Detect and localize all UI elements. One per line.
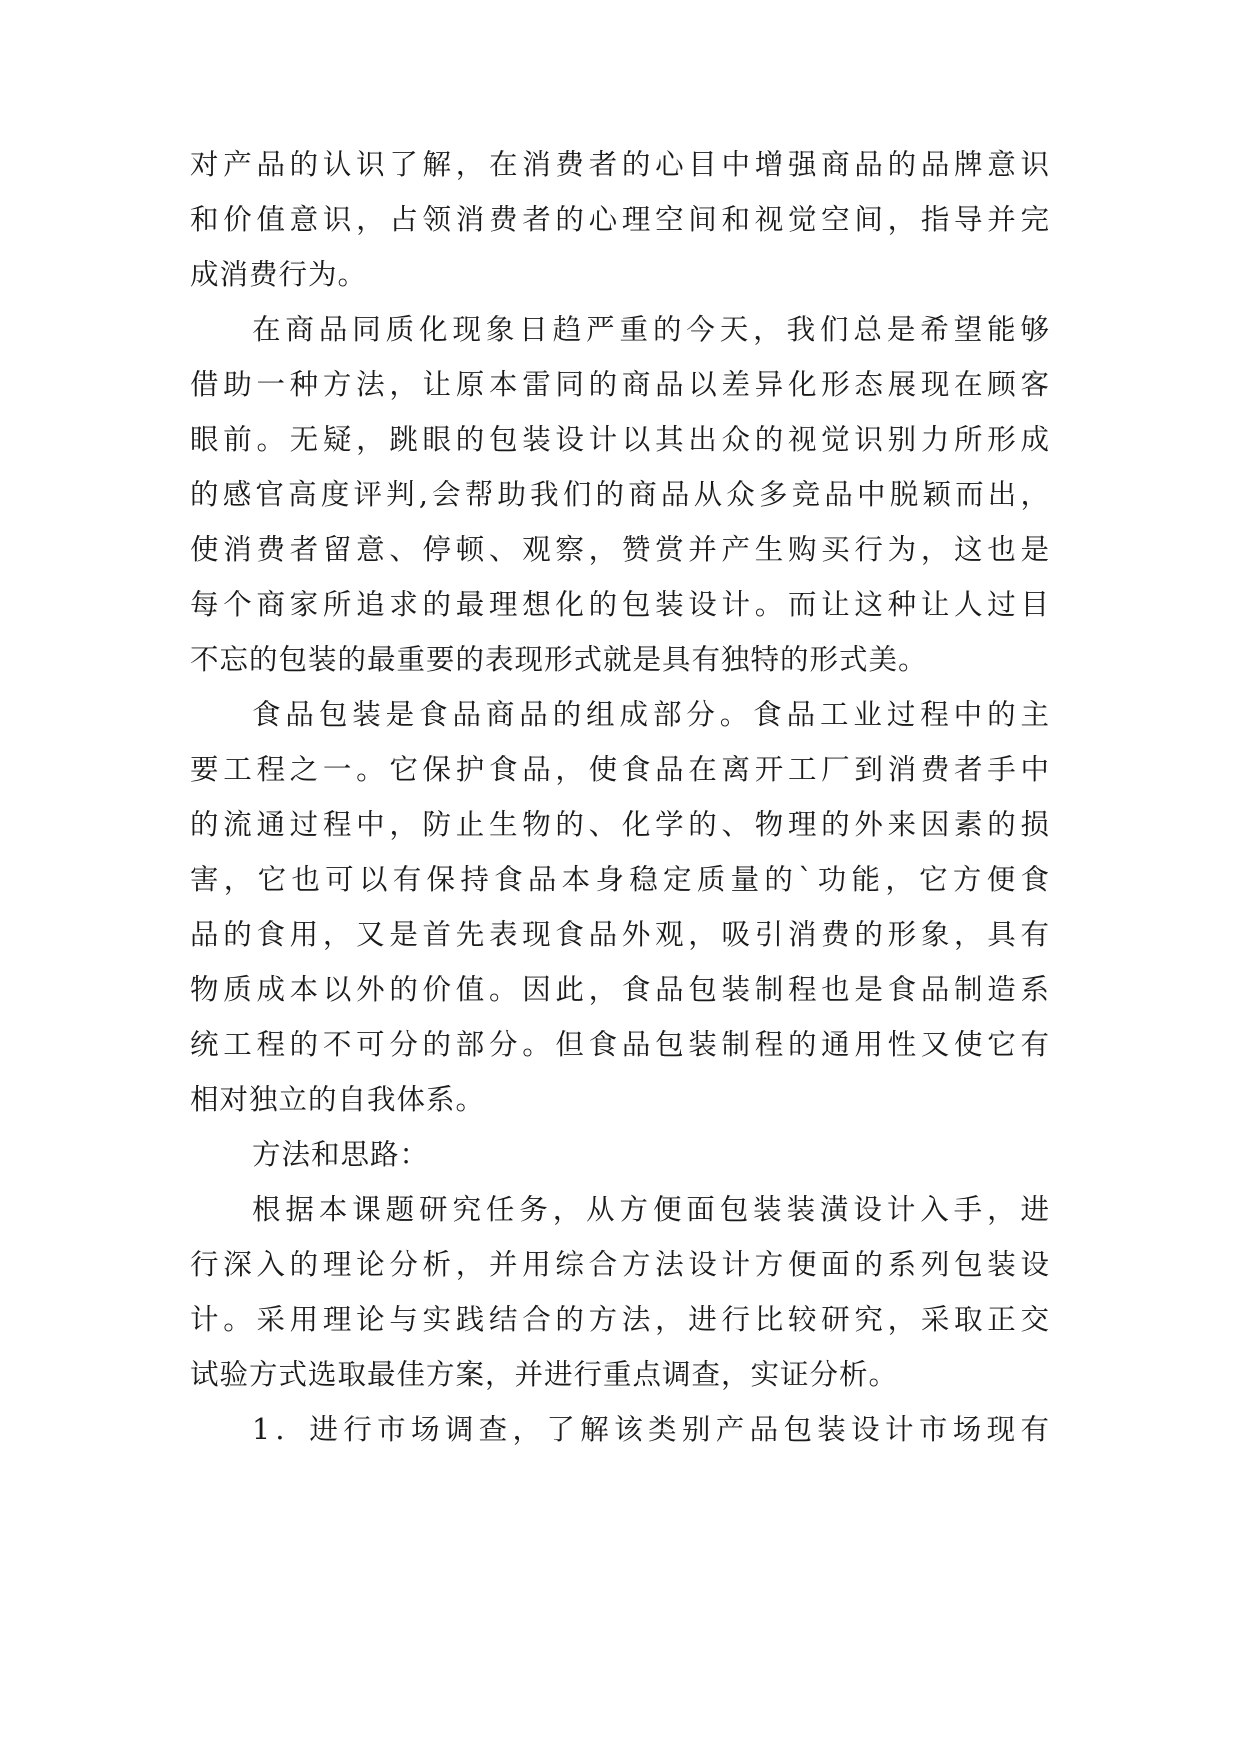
paragraph-first-line: 在商品同质化现象日趋严重的今天，我们总是希望能够: [252, 313, 1050, 346]
text-line: 要工程之一。它保护食品，使食品在离开工厂到消费者手中: [190, 753, 1050, 786]
text-line: 眼前。无疑，跳眼的包装设计以其出众的视觉识别力所形成: [190, 423, 1050, 456]
text-line: 计。采用理论与实践结合的方法，进行比较研究，采取正交: [190, 1303, 1050, 1336]
text-line: 的流通过程中，防止生物的、化学的、物理的外来因素的损: [190, 808, 1050, 841]
text-line: 不忘的包装的最重要的表现形式就是具有独特的形式美。: [190, 643, 928, 676]
text-line: 成消费行为。: [190, 258, 368, 291]
paragraph-first-line: 根据本课题研究任务，从方便面包装装潢设计入手，进: [252, 1193, 1050, 1226]
paragraph-first-line: 食品包装是食品商品的组成部分。食品工业过程中的主: [252, 698, 1050, 731]
text-line: 每个商家所追求的最理想化的包装设计。而让这种让人过目: [190, 588, 1050, 621]
text-line: 行深入的理论分析，并用综合方法设计方便面的系列包装设: [190, 1248, 1050, 1281]
text-line: 使消费者留意、停顿、观察，赞赏并产生购买行为，这也是: [190, 533, 1050, 566]
text-line: 试验方式选取最佳方案，并进行重点调查，实证分析。: [190, 1358, 899, 1391]
section-heading: 方法和思路：: [252, 1138, 430, 1171]
list-item: 1．进行市场调查，了解该类别产品包装设计市场现有: [252, 1413, 1050, 1446]
text-line: 物质成本以外的价值。因此，食品包装制程也是食品制造系: [190, 973, 1050, 1006]
text-line: 和价值意识，占领消费者的心理空间和视觉空间，指导并完: [190, 203, 1050, 236]
text-line: 借助一种方法，让原本雷同的商品以差异化形态展现在顾客: [190, 368, 1050, 401]
text-line: 品的食用，又是首先表现食品外观，吸引消费的形象，具有: [190, 918, 1050, 951]
text-line: 相对独立的自我体系。: [190, 1083, 486, 1116]
text-line: 的感官高度评判,会帮助我们的商品从众多竞品中脱颖而出，: [190, 478, 1050, 511]
text-line: 对产品的认识了解，在消费者的心目中增强商品的品牌意识: [190, 148, 1050, 181]
text-line: 统工程的不可分的部分。但食品包装制程的通用性又使它有: [190, 1028, 1050, 1061]
text-line: 害，它也可以有保持食品本身稳定质量的`功能，它方便食: [190, 863, 1050, 896]
